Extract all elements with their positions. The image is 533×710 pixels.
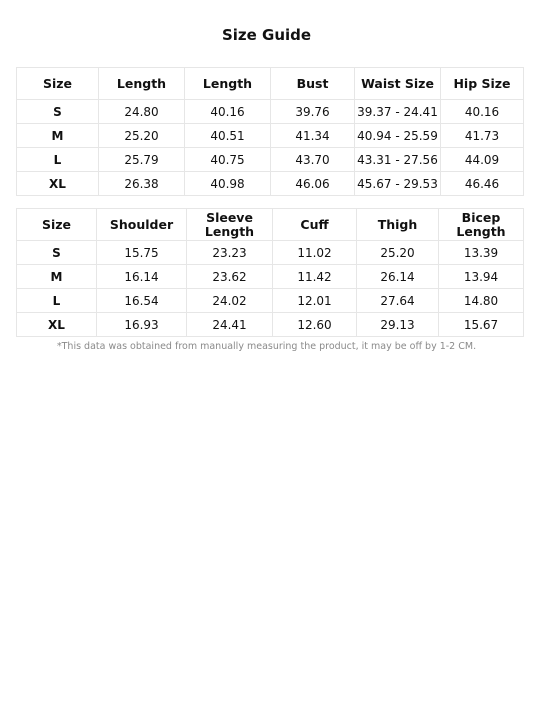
table-cell: 29.13	[357, 313, 439, 337]
size-cell: M	[17, 265, 97, 289]
table-cell: 13.94	[439, 265, 524, 289]
table-cell: 27.64	[357, 289, 439, 313]
table-cell: 15.75	[97, 241, 187, 265]
table-cell: 40.75	[185, 148, 271, 172]
table-cell: 15.67	[439, 313, 524, 337]
column-header: Size	[17, 209, 97, 241]
table-cell: 41.34	[271, 124, 355, 148]
table-cell: 16.54	[97, 289, 187, 313]
table-cell: 24.02	[187, 289, 273, 313]
measurement-disclaimer: *This data was obtained from manually measuring the product, it may be off by 1-2 CM.	[56, 341, 477, 352]
size-cell: XL	[17, 172, 99, 196]
table-cell: 25.20	[357, 241, 439, 265]
column-header: Thigh	[357, 209, 439, 241]
table-cell: 25.79	[99, 148, 185, 172]
table-cell: 26.38	[99, 172, 185, 196]
column-header: Sleeve Length	[187, 209, 273, 241]
table-row	[17, 289, 524, 313]
table-cell: 14.80	[439, 289, 524, 313]
size-cell: S	[17, 241, 97, 265]
table-row	[17, 313, 524, 337]
table-cell: 43.70	[271, 148, 355, 172]
column-header: Bust	[271, 68, 355, 100]
column-header: Shoulder	[97, 209, 187, 241]
size-cell: L	[17, 289, 97, 313]
table-cell: 16.93	[97, 313, 187, 337]
column-header: Length	[185, 68, 271, 100]
table-row	[17, 100, 524, 124]
table-cell: 24.41	[187, 313, 273, 337]
table-cell: 40.16	[185, 100, 271, 124]
table-cell: 44.09	[441, 148, 524, 172]
size-cell: M	[17, 124, 99, 148]
table-cell: 43.31 - 27.56	[355, 148, 441, 172]
column-header: Cuff	[273, 209, 357, 241]
column-header: Bicep Length	[439, 209, 524, 241]
table-cell: 40.94 - 25.59	[355, 124, 441, 148]
size-cell: L	[17, 148, 99, 172]
table-cell: 13.39	[439, 241, 524, 265]
column-header: Length	[99, 68, 185, 100]
column-header: Hip Size	[441, 68, 524, 100]
table-row	[17, 172, 524, 196]
table-cell: 46.06	[271, 172, 355, 196]
table-header-row	[17, 68, 524, 100]
size-cell: S	[17, 100, 99, 124]
table-cell: 39.76	[271, 100, 355, 124]
table-cell: 39.37 - 24.41	[355, 100, 441, 124]
table-cell: 26.14	[357, 265, 439, 289]
table-cell: 11.42	[273, 265, 357, 289]
table-cell: 25.20	[99, 124, 185, 148]
table-cell: 16.14	[97, 265, 187, 289]
size-table-sleeve-measurements	[16, 208, 524, 337]
table-row	[17, 241, 524, 265]
table-cell: 23.62	[187, 265, 273, 289]
page-title: Size Guide	[221, 26, 312, 44]
table-row	[17, 148, 524, 172]
table-cell: 40.16	[441, 100, 524, 124]
table-cell: 45.67 - 29.53	[355, 172, 441, 196]
table-cell: 46.46	[441, 172, 524, 196]
table-cell: 23.23	[187, 241, 273, 265]
size-cell: XL	[17, 313, 97, 337]
table-cell: 24.80	[99, 100, 185, 124]
table-cell: 11.02	[273, 241, 357, 265]
table-cell: 41.73	[441, 124, 524, 148]
table-row	[17, 265, 524, 289]
table-cell: 40.98	[185, 172, 271, 196]
table-row	[17, 124, 524, 148]
table-header-row	[17, 209, 524, 241]
table-cell: 12.60	[273, 313, 357, 337]
column-header: Waist Size	[355, 68, 441, 100]
table-cell: 12.01	[273, 289, 357, 313]
column-header: Size	[17, 68, 99, 100]
table-cell: 40.51	[185, 124, 271, 148]
size-table-body-measurements	[16, 67, 524, 196]
